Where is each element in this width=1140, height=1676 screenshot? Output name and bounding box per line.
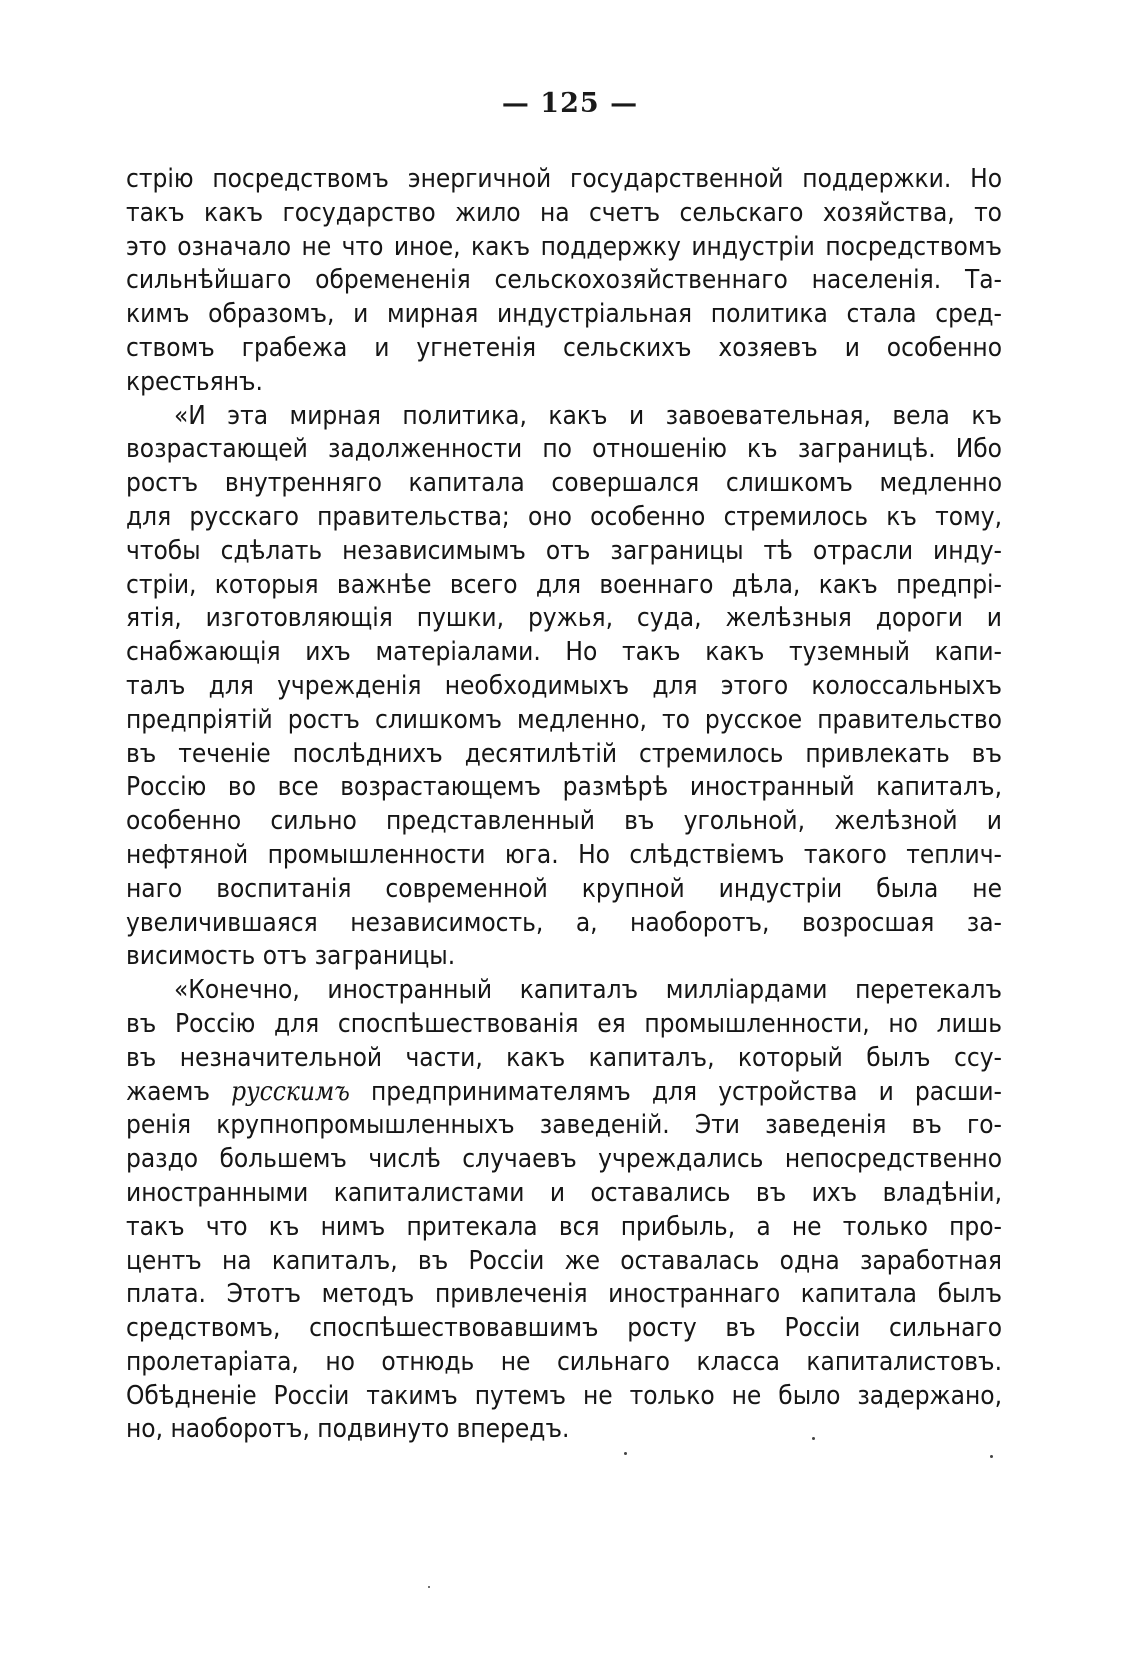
text-line: нефтяной промышленности юга. Но слѣдствіемъ такого теплич-	[126, 839, 1002, 870]
text-line-with-emphasis	[126, 1076, 1002, 1110]
text-line: раздо большемъ числѣ случаевъ учреждались непосредственно	[126, 1144, 1002, 1175]
emphasis-word: русскимъ	[231, 1076, 350, 1107]
text-line: плата. Этотъ методъ привлеченія иностраннаго капитала былъ	[126, 1279, 1002, 1310]
text-line: наго воспитанія современной крупной индустріи была не	[126, 873, 1002, 904]
text-line: для русскаго правительства; оно особенно стремилось къ тому,	[126, 501, 1002, 532]
text-segment: жаемъ	[126, 1076, 210, 1107]
text-line: чтобы сдѣлать независимымъ отъ заграницы тѣ отрасли инду-	[126, 535, 1002, 566]
text-line: Россію во все возрастающемъ размѣрѣ иностранный капиталъ,	[126, 772, 1002, 803]
text-line: стрію посредствомъ энергичной государственной поддержки. Но	[126, 164, 1002, 194]
paragraph-start-line: «И эта мирная политика, какъ и завоевательная, вела къ	[174, 400, 1002, 431]
text-line: средствомъ, споспѣшествовавшимъ росту въ Россіи сильнаго	[126, 1313, 1002, 1344]
scan-speck	[990, 1455, 993, 1458]
text-line: сильнѣйшаго обремененія сельскохозяйственнаго населенія. Та-	[126, 265, 1002, 296]
text-line: ствомъ грабежа и угнетенія сельскихъ хозяевъ и особенно	[126, 332, 1002, 363]
text-line: ятія, изготовляющія пушки, ружья, суда, желѣзныя дороги и	[126, 603, 1002, 634]
text-line: пролетаріата, но отнюдь не сильнаго класса капиталистовъ.	[126, 1346, 1002, 1377]
text-line: снабжающія ихъ матеріалами. Но такъ какъ туземный капи-	[126, 637, 1002, 668]
text-line: предпріятій ростъ слишкомъ медленно, то русское правительство	[126, 704, 1002, 735]
text-line: такъ какъ государство жило на счетъ сельскаго хозяйства, то	[126, 197, 1002, 228]
text-line: ростъ внутренняго капитала совершался слишкомъ медленно	[126, 468, 1002, 499]
paragraph-end-line: крестьянъ.	[126, 366, 263, 397]
text-line: увеличившаяся независимость, а, наоборотъ, возросшая за-	[126, 907, 1002, 938]
paragraph-start-line: «Конечно, иностранный капиталъ милліардами перетекалъ	[174, 975, 1002, 1006]
text-segment: предпринимателямъ для устройства и расши-	[371, 1076, 1002, 1107]
page-number: — 125 —	[501, 88, 639, 119]
text-line: это означало не что иное, какъ поддержку индустріи посредствомъ	[126, 231, 1002, 262]
scan-speck	[624, 1452, 627, 1455]
text-line: Обѣдненіе Россіи такимъ путемъ не только не было задержано,	[126, 1380, 1002, 1411]
text-line: особенно сильно представленный въ угольной, желѣзной и	[126, 806, 1002, 837]
text-line: такъ что къ нимъ притекала вся прибыль, а не только про-	[126, 1211, 1002, 1242]
text-line: возрастающей задолженности по отношенію къ заграницѣ. Ибо	[126, 434, 1002, 465]
text-line: иностранными капиталистами и оставались въ ихъ владѣніи,	[126, 1177, 1002, 1208]
scan-speck	[812, 1437, 815, 1440]
text-line: центъ на капиталъ, въ Россіи же оставалась одна заработная	[126, 1245, 1002, 1276]
text-line: въ незначительной части, какъ капиталъ, который былъ ссу-	[126, 1042, 1002, 1073]
text-line: талъ для учрежденія необходимыхъ для этого колоссальныхъ	[126, 670, 1002, 701]
body-text	[126, 163, 1002, 1447]
paragraph-end-line: висимость отъ заграницы.	[126, 941, 456, 972]
text-line: кимъ образомъ, и мирная индустріальная политика стала сред-	[126, 299, 1002, 330]
text-line: стріи, которыя важнѣе всего для военнаго дѣла, какъ предпрі-	[126, 569, 1002, 600]
scan-speck	[428, 1586, 430, 1588]
paragraph-end-line: но, наоборотъ, подвинуто впередъ.	[126, 1414, 570, 1445]
text-line: ренія крупнопромышленныхъ заведеній. Эти заведенія въ го-	[126, 1110, 1002, 1141]
text-line: въ теченіе послѣднихъ десятилѣтій стремилось привлекать въ	[126, 738, 1002, 769]
text-line: въ Россію для споспѣшествованія ея промышленности, но лишь	[126, 1008, 1002, 1039]
